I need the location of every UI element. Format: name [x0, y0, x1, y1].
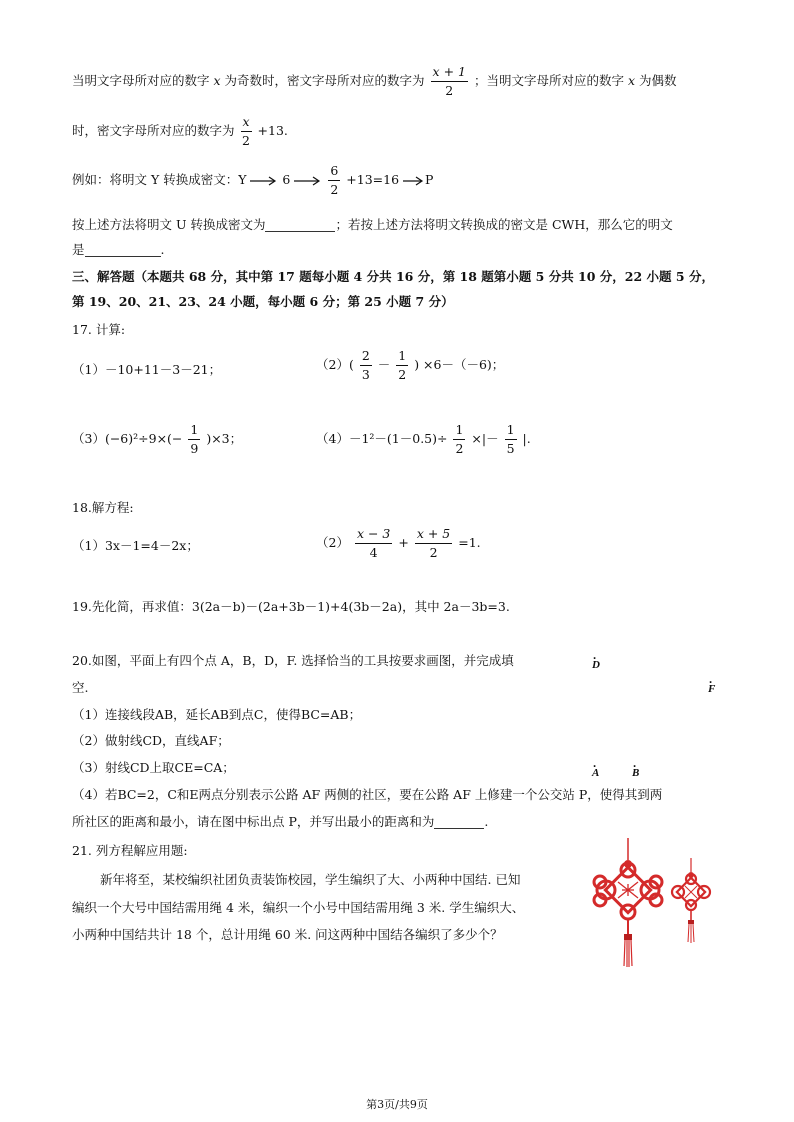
cipher-text: 时，密文字母所对应的数字为	[72, 123, 235, 138]
q20-line-2: 空.	[72, 680, 89, 695]
q21-line-3: 小两种中国结共计 18 个，总计用绳 60 米. 问这两种中国结各编织了多少个？	[72, 927, 503, 942]
q20-step-4a: （4）若BC=2，C和E两点分别表示公路 AF 两侧的社区，要在公路 AF 上修建一个公交站 P，使得其到两	[72, 787, 663, 802]
q17-part1: （1）－10+11－3－21；	[72, 362, 222, 377]
q17-part2: （2）( $\frac{2}{3}$ － $\frac{1}{2}$ ) ×6－（－6)；	[316, 348, 505, 382]
cipher-text: +13.	[257, 123, 288, 138]
question-text: ；若按上述方法将明文转换成的密文是 CWH，那么它的明文	[335, 217, 673, 232]
q17-part3: （3）(−6)²÷9×(− $\frac{1}{9}$ )×3；	[72, 422, 243, 456]
arrow-icon	[250, 176, 278, 186]
point-d: · D	[592, 659, 600, 671]
point-a: · A	[592, 767, 599, 779]
arrow-icon	[294, 176, 322, 186]
question-text: 是	[72, 242, 85, 257]
chinese-knot-small-icon	[668, 858, 714, 944]
q17-part4: （4）－1²－(1－0.5)÷ $\frac{1}{2}$ ×|－ $\frac{1}{5}$ |.	[316, 422, 531, 456]
fraction-odd: $\frac{x + 1}{2}$	[432, 64, 466, 98]
example-result: P	[425, 172, 434, 187]
cipher-question-line-1	[72, 219, 673, 232]
fraction-example: $\frac{6}{2}$	[330, 163, 339, 197]
example-text: 例如：将明文 Y 转换成密文：Y	[72, 172, 247, 187]
answer-blank[interactable]	[265, 231, 335, 232]
example-value: 6	[282, 172, 291, 187]
q18-title: 18.解方程:	[72, 500, 134, 515]
section-heading-cont: 第 19、20、21、23、24 小题，每小题 6 分；第 25 小题 7 分）	[72, 294, 454, 309]
cipher-text: 为偶数	[639, 73, 677, 88]
cipher-text: 当明文字母所对应的数字	[72, 73, 210, 88]
q20-step-3: （3）射线CD上取CE=CA；	[72, 760, 235, 775]
q21-line-1: 新年将至，某校编织社团负责装饰校园，学生编织了大、小两种中国结. 已知	[100, 872, 521, 887]
q18-part2: （2） $\frac{x - 3}{4}$ + $\frac{x + 5}{2}$ =1.	[316, 526, 481, 560]
arrow-icon	[403, 176, 425, 186]
cipher-line-1	[72, 66, 677, 97]
q18-part1: （1）3x－1=4－2x；	[72, 538, 199, 553]
q20-step-1: （1）连接线段AB，延长AB到点C，使得BC=AB；	[72, 707, 362, 722]
q20-step-2: （2）做射线CD，直线AF；	[72, 733, 230, 748]
chinese-knot-large-icon	[588, 838, 668, 968]
point-b: · B	[632, 767, 639, 779]
example-text: +13=16	[346, 172, 400, 187]
var-x: x	[627, 73, 636, 88]
question-text: .	[160, 242, 165, 257]
cipher-question-line-2	[72, 244, 165, 257]
q21-line-2: 编织一个大号中国结需用绳 4 米，编织一个小号中国结需用绳 3 米. 学生编织大、	[72, 900, 525, 915]
cipher-line-2	[72, 116, 288, 147]
answer-blank[interactable]	[85, 256, 161, 257]
q20-line-1: 20.如图，平面上有四个点 A，B，D，F. 选择恰当的工具按要求画图，并完成填	[72, 653, 514, 668]
answer-blank[interactable]	[434, 828, 484, 829]
q19-text: 19.先化简，再求值：3(2a－b)－(2a+3b－1)+4(3b－2a)，其中 2a－3b=3.	[72, 599, 510, 614]
cipher-text: 为奇数时，密文字母所对应的数字为	[224, 73, 425, 88]
q17-title: 17. 计算:	[72, 322, 126, 337]
q20-step-4b: 所社区的距离和最小，请在图中标出点 P，并写出最小的距离和为 .	[72, 814, 489, 829]
cipher-example	[72, 165, 433, 196]
point-f: · F	[708, 683, 715, 695]
section-heading: 三、解答题（本题共 68 分，其中第 17 题每小题 4 分共 16 分，第 18 题第小题 5 分共 10 分，22 小题 5 分，	[72, 269, 714, 284]
question-text: 按上述方法将明文 U 转换成密文为	[72, 217, 266, 232]
q21-title: 21. 列方程解应用题:	[72, 843, 188, 858]
fraction-even: $\frac{x}{2}$	[242, 114, 250, 148]
var-x: x	[213, 73, 221, 88]
cipher-text: ；当明文字母所对应的数字	[473, 73, 624, 88]
page-footer: 第3页/共9页	[366, 1098, 428, 1111]
